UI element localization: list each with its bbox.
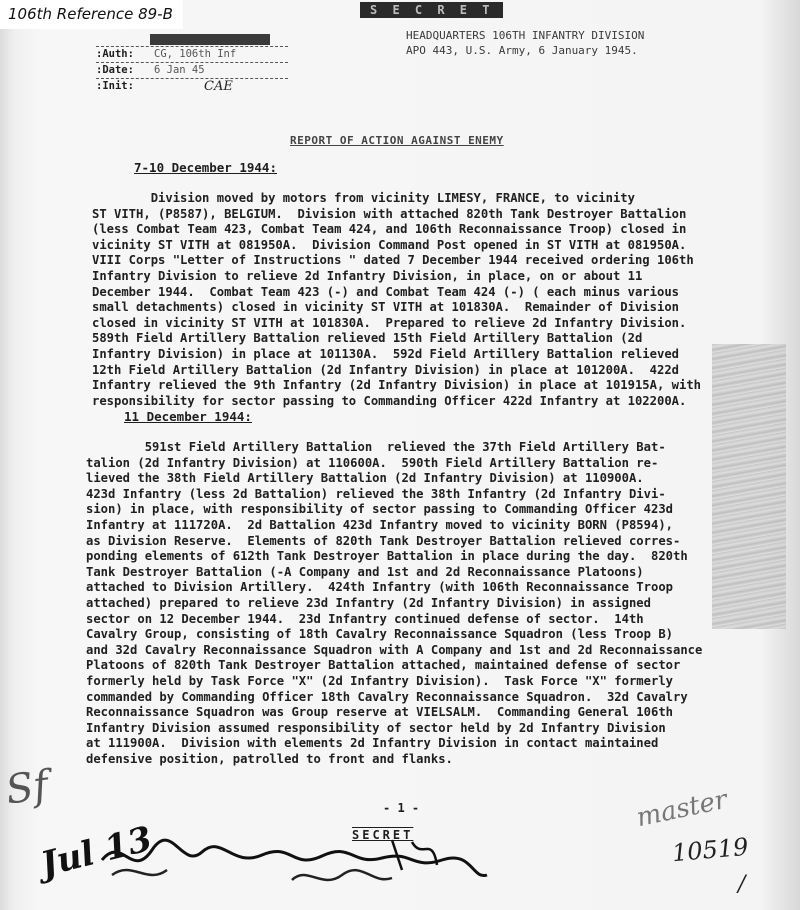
body-line: formerly held by Task Force "X" (2d Infantry Division). Task Force "X" formerly: [86, 673, 673, 688]
tape-mark: [712, 344, 786, 629]
meta-key: :Auth:: [96, 48, 134, 60]
body-line: Cavalry Group, consisting of 18th Cavalry Reconnaissance Squadron (less Troop B): [86, 627, 673, 642]
meta-key: :Date:: [96, 64, 134, 76]
body-line: lieved the 38th Field Artillery Battalion (2d Infantry Division) at 110900A.: [86, 471, 644, 486]
signature-scribble: [92, 830, 492, 900]
meta-initials: CAE: [204, 79, 233, 94]
handwritten-date: Jul 13: [36, 818, 157, 886]
body-line: Division moved by motors from vicinity LIMESY, FRANCE, to vicinity: [92, 191, 635, 205]
classification-stamp-top: S E C R E T: [360, 2, 503, 18]
headquarters-line: HEADQUARTERS 106TH INFANTRY DIVISION: [406, 29, 645, 42]
body-line: sion) in place, with responsibility of sector passing to Commanding Officer 423d: [86, 502, 673, 517]
body-line: ponding elements of 612th Tank Destroyer Battalion in place during the day. 820th: [86, 549, 688, 564]
authentication-box: [96, 34, 288, 94]
body-line: Infantry Division) in place at 101130A. 592d Field Artillery Battalion relieved: [92, 346, 679, 361]
body-line: 589th Field Artillery Battalion relieved 15th Field Artillery Battalion (2d: [92, 331, 643, 346]
section-heading: 7-10 December 1944:: [134, 160, 277, 175]
section-body: [86, 440, 702, 767]
body-line: VIII Corps "Letter of Instructions " dated 7 December 1944 received ordering 106th: [92, 253, 694, 268]
section-body: [92, 191, 701, 409]
body-line: Infantry Division assumed responsibility of sector held by 2d Infantry Division: [86, 720, 666, 735]
body-line: ST VITH, (P8587), BELGIUM. Division with attached 820th Tank Destroyer Battalion: [92, 206, 687, 221]
section-heading: 11 December 1944:: [124, 409, 252, 424]
body-line: December 1944. Combat Team 423 (-) and Combat Team 424 (-) ( each minus various: [92, 284, 679, 299]
body-line: commanded by Commanding Officer 18th Cavalry Reconnaissance Squadron. 32d Cavalry: [86, 689, 688, 704]
headquarters-line: APO 443, U.S. Army, 6 January 1945.: [406, 44, 638, 57]
handwritten-initials: Sf: [3, 762, 52, 814]
meta-key: :Init:: [96, 80, 134, 92]
headquarters-block: [406, 28, 644, 58]
body-line: talion (2d Infantry Division) at 110600A. 590th Field Artillery Battalion re-: [86, 455, 659, 470]
body-line: Tank Destroyer Battalion (-A Company and 1st and 2d Reconnaissance Platoons): [86, 564, 644, 579]
body-line: responsibility for sector passing to Commanding Officer 422d Infantry at 102200A.: [92, 393, 687, 408]
body-line: vicinity ST VITH at 081950A. Division Command Post opened in ST VITH at 081950A.: [92, 237, 687, 252]
report-title: REPORT OF ACTION AGAINST ENEMY: [290, 134, 504, 147]
body-line: Infantry relieved the 9th Infantry (2d Infantry Division) in place at 101915A, with: [92, 378, 702, 393]
body-line: as Division Reserve. Elements of 820th Tank Destroyer Battalion relieved corres-: [86, 533, 681, 548]
handwritten-mark: /: [738, 872, 746, 897]
meta-row: [96, 78, 288, 94]
body-line: 591st Field Artillery Battalion relieved the 37th Field Artillery Bat-: [86, 440, 666, 454]
reference-label: 106th Reference 89-B: [0, 0, 183, 29]
body-line: small detachments) closed in vicinity ST VITH at 101830A. Remainder of Division: [92, 300, 679, 315]
meta-row: [96, 46, 288, 62]
body-line: at 111900A. Division with elements 2d Infantry Division in contact maintained: [86, 736, 659, 751]
classification-stamp-bottom: SECRET: [352, 828, 414, 842]
body-line: 423d Infantry (less 2d Battalion) relieved the 38th Infantry (2d Infantry Divi-: [86, 486, 666, 501]
page-number: - 1 -: [383, 801, 420, 815]
body-line: sector on 12 December 1944. 23d Infantry continued defense of sector. 14th: [86, 611, 644, 626]
body-line: closed in vicinity ST VITH at 101830A. Prepared to relieve 2d Infantry Division.: [92, 315, 687, 330]
body-line: Infantry at 111720A. 2d Battalion 423d Infantry moved to vicinity BORN (P8594),: [86, 517, 673, 532]
body-line: defensive position, patrolled to front and flanks.: [86, 751, 453, 766]
body-line: (less Combat Team 423, Combat Team 424, and 106th Reconnaissance Troop) closed in: [92, 222, 687, 237]
body-line: attached to Division Artillery. 424th Infantry (with 106th Reconnaissance Troop: [86, 580, 673, 595]
body-line: 12th Field Artillery Battalion (2d Infantry Division) in place at 101200A. 422d: [92, 362, 679, 377]
body-line: Platoons of 820th Tank Destroyer Battalion attached, maintained defense of sector: [86, 658, 681, 673]
handwritten-master: master: [633, 784, 730, 834]
body-line: Infantry Division to relieve 2d Infantry Division, in place, on or about 11: [92, 268, 643, 283]
meta-value: 6 Jan 45: [154, 64, 205, 76]
meta-row: [96, 62, 288, 78]
redaction-bar: [150, 34, 270, 45]
meta-value: CG, 106th Inf: [154, 48, 237, 60]
body-line: attached) prepared to relieve 23d Infantry (2d Infantry Division) in assigned: [86, 595, 651, 610]
handwritten-number: 10519: [670, 832, 750, 868]
body-line: and 32d Cavalry Reconnaissance Squadron with A Company and 1st and 2d Reconnaissance: [86, 642, 703, 657]
body-line: Reconnaissance Squadron was Group reserve at VIELSALM. Commanding General 106th: [86, 705, 673, 720]
